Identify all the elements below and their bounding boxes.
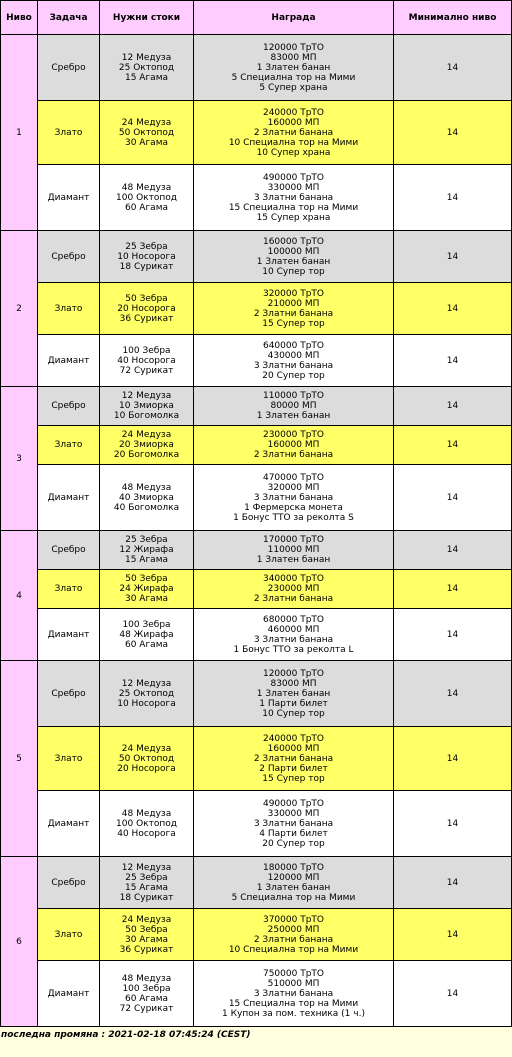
task-name-cell: Злато [38, 909, 100, 961]
min-level-cell: 14 [394, 101, 512, 165]
cell-line: 50 Зебра [125, 574, 168, 584]
table-row [1, 570, 512, 609]
level-cell: 6 [1, 857, 38, 1027]
cell-line: 10 Специална тор на Мими [228, 137, 359, 148]
cell-line: 100 Октопод [116, 818, 177, 829]
goods-cell [100, 961, 194, 1027]
cell-line: 5 Супер храна [259, 82, 328, 93]
header-task: Задача [38, 1, 100, 35]
cell-line: 1 Златен банан [256, 555, 331, 565]
cell-line: 170000 ТрТО [262, 535, 324, 545]
cell-line: 330000 МП [267, 182, 320, 193]
cell-line: 18 Сурикат [119, 261, 174, 272]
cell-line: 15 Супер храна [256, 212, 331, 223]
goods-cell [100, 335, 194, 387]
cell-line: 1 Златен банан [256, 688, 331, 699]
level-cell: 1 [1, 35, 38, 231]
cell-line: 100 Зебра [122, 983, 171, 994]
goods-cell [100, 570, 194, 609]
cell-line: 25 Зебра [125, 241, 168, 252]
min-level-cell: 14 [394, 231, 512, 283]
header-level: Ниво [1, 1, 38, 35]
min-level-cell: 14 [394, 335, 512, 387]
table-row [1, 661, 512, 727]
task-name-cell: Сребро [38, 857, 100, 909]
cell-line: 2 Златни банана [253, 934, 334, 945]
goods-cell [100, 231, 194, 283]
cell-line: 24 Медуза [121, 430, 172, 440]
cell-line: 2 Парти билет [259, 763, 328, 774]
cell-line: 50 Октопод [118, 753, 175, 764]
table-row [1, 387, 512, 426]
min-level-cell: 14 [394, 661, 512, 727]
cell-line: 2 Златни банана [253, 450, 334, 460]
goods-cell [100, 609, 194, 661]
reward-cell [194, 165, 394, 231]
cell-line: 2 Златни банана [253, 594, 334, 604]
cell-line: 1 Златен банан [256, 62, 331, 73]
table-row [1, 909, 512, 961]
cell-line: 15 Супер тор [262, 773, 325, 784]
cell-line: 48 Медуза [121, 973, 172, 984]
reward-cell [194, 231, 394, 283]
cell-line: 4 Парти билет [259, 828, 328, 839]
min-level-cell: 14 [394, 727, 512, 791]
header-reward: Награда [194, 1, 394, 35]
cell-line: 25 Зебра [125, 535, 168, 545]
cell-line: 1 Златен банан [256, 256, 331, 267]
min-level-cell: 14 [394, 609, 512, 661]
cell-line: 100 Октопод [116, 192, 177, 203]
task-name-cell: Злато [38, 727, 100, 791]
cell-line: 240000 ТрТО [262, 107, 324, 118]
cell-line: 20 Носорога [117, 763, 176, 774]
table-row [1, 609, 512, 661]
goods-cell [100, 165, 194, 231]
reward-cell [194, 465, 394, 531]
task-name-cell: Злато [38, 570, 100, 609]
reward-cell [194, 727, 394, 791]
reward-cell [194, 570, 394, 609]
cell-line: 120000 МП [267, 872, 320, 883]
cell-line: 25 Октопод [118, 62, 175, 73]
task-name-cell: Диамант [38, 335, 100, 387]
table-row [1, 35, 512, 101]
header-goods: Нужни стоки [100, 1, 194, 35]
goods-cell [100, 661, 194, 727]
cell-line: 10 Носорога [117, 698, 176, 709]
cell-line: 25 Зебра [125, 872, 168, 883]
cell-line: 160000 МП [267, 117, 320, 128]
cell-line: 36 Сурикат [119, 313, 174, 324]
goods-cell [100, 101, 194, 165]
cell-line: 250000 МП [267, 924, 320, 935]
min-level-cell: 14 [394, 909, 512, 961]
cell-line: 40 Носорога [117, 355, 176, 366]
cell-line: 12 Медуза [121, 391, 172, 401]
cell-line: 1 Купон за пом. техника (1 ч.) [222, 1008, 365, 1019]
cell-line: 460000 МП [267, 624, 320, 635]
cell-line: 320000 ТрТО [262, 288, 324, 299]
cell-line: 24 Медуза [121, 117, 172, 128]
cell-line: 2 Златни банана [253, 308, 334, 319]
cell-line: 83000 МП [270, 678, 317, 689]
reward-cell [194, 531, 394, 570]
task-name-cell: Сребро [38, 531, 100, 570]
table-row [1, 531, 512, 570]
cell-line: 490000 ТрТО [262, 798, 324, 809]
table-row [1, 961, 512, 1027]
cell-line: 100000 МП [267, 246, 320, 257]
cell-line: 510000 МП [267, 978, 320, 989]
reward-cell [194, 857, 394, 909]
cell-line: 20 Супер тор [262, 370, 325, 381]
min-level-cell: 14 [394, 531, 512, 570]
reward-cell [194, 101, 394, 165]
cell-line: 120000 ТрТО [262, 668, 324, 679]
cell-line: 640000 ТрТО [262, 340, 324, 351]
min-level-cell: 14 [394, 570, 512, 609]
cell-line: 24 Медуза [121, 914, 172, 925]
min-level-cell: 14 [394, 961, 512, 1027]
header-row [1, 1, 512, 35]
cell-line: 110000 МП [267, 545, 320, 555]
reward-cell [194, 791, 394, 857]
cell-line: 370000 ТрТО [262, 914, 324, 925]
reward-cell [194, 609, 394, 661]
reward-cell [194, 909, 394, 961]
cell-line: 10 Носорога [117, 251, 176, 262]
cell-line: 1 Фермерска монета [244, 502, 343, 513]
cell-line: 1 Златен банан [256, 882, 331, 893]
level-cell: 3 [1, 387, 38, 531]
task-name-cell: Злато [38, 426, 100, 465]
cell-line: 20 Носорога [117, 303, 176, 314]
cell-line: 15 Супер тор [262, 318, 325, 329]
last-modified: последна промяна : 2021-02-18 07:45:24 (CEST) [1, 1030, 251, 1040]
cell-line: 30 Агама [124, 137, 169, 148]
task-name-cell: Диамант [38, 165, 100, 231]
cell-line: 10 Супер храна [256, 147, 331, 158]
table-row [1, 165, 512, 231]
table-row [1, 231, 512, 283]
cell-line: 180000 ТрТО [262, 862, 324, 873]
task-name-cell: Злато [38, 101, 100, 165]
task-name-cell: Диамант [38, 465, 100, 531]
cell-line: 30 Агама [124, 594, 169, 604]
cell-line: 50 Зебра [125, 924, 168, 935]
cell-line: 340000 ТрТО [262, 574, 324, 584]
cell-line: 20 Супер тор [262, 838, 325, 849]
reward-cell [194, 426, 394, 465]
cell-line: 15 Специална тор на Мими [228, 202, 359, 213]
cell-line: 240000 ТрТО [262, 733, 324, 744]
min-level-cell: 14 [394, 465, 512, 531]
reward-cell [194, 283, 394, 335]
cell-line: 490000 ТрТО [262, 172, 324, 183]
cell-line: 100 Зебра [122, 345, 171, 356]
cell-line: 160000 МП [267, 743, 320, 754]
table-row [1, 283, 512, 335]
cell-line: 470000 ТрТО [262, 472, 324, 483]
cell-line: 3 Златни банана [253, 818, 334, 829]
cell-line: 5 Специална тор на Мими [231, 72, 356, 83]
table-row [1, 727, 512, 791]
cell-line: 20 Змиорка [119, 440, 174, 450]
cell-line: 3 Златни банана [253, 492, 334, 503]
cell-line: 25 Октопод [118, 688, 175, 699]
goods-cell [100, 465, 194, 531]
goods-cell [100, 727, 194, 791]
min-level-cell: 14 [394, 165, 512, 231]
table-body [1, 35, 512, 1027]
goods-cell [100, 909, 194, 961]
table-row [1, 101, 512, 165]
cell-line: 110000 ТрТО [262, 391, 324, 401]
cell-line: 100 Зебра [122, 619, 171, 630]
reward-cell [194, 335, 394, 387]
cell-line: 60 Агама [124, 202, 169, 213]
cell-line: 1 Парти билет [259, 698, 328, 709]
task-name-cell: Злато [38, 283, 100, 335]
cell-line: 40 Змиорка [119, 492, 174, 503]
cell-line: 15 Агама [124, 882, 169, 893]
cell-line: 3 Златни банана [253, 988, 334, 999]
level-cell: 2 [1, 231, 38, 387]
table-row [1, 335, 512, 387]
min-level-cell: 14 [394, 426, 512, 465]
goods-cell [100, 283, 194, 335]
cell-line: 24 Жирафа [119, 584, 174, 594]
cell-line: 2 Златни банана [253, 127, 334, 138]
cell-line: 3 Златни банана [253, 360, 334, 371]
cell-line: 40 Носорога [117, 828, 176, 839]
header-min-level: Минимално ниво [394, 1, 512, 35]
cell-line: 1 Бонус ТТО за реколта S [233, 512, 354, 523]
cell-line: 30 Агама [124, 934, 169, 945]
task-name-cell: Диамант [38, 961, 100, 1027]
cell-line: 210000 МП [267, 298, 320, 309]
task-name-cell: Сребро [38, 231, 100, 283]
min-level-cell: 14 [394, 283, 512, 335]
cell-line: 5 Специална тор на Мими [231, 892, 356, 903]
cell-line: 3 Златни банана [253, 634, 334, 645]
cell-line: 20 Богомолка [113, 450, 180, 460]
cell-line: 50 Октопод [118, 127, 175, 138]
cell-line: 680000 ТрТО [262, 614, 324, 625]
cell-line: 72 Сурикат [119, 1003, 174, 1014]
cell-line: 72 Сурикат [119, 365, 174, 376]
cell-line: 80000 МП [270, 401, 317, 411]
min-level-cell: 14 [394, 387, 512, 426]
reward-cell [194, 387, 394, 426]
table-row [1, 857, 512, 909]
cell-line: 83000 МП [270, 52, 317, 63]
level-cell: 5 [1, 661, 38, 857]
cell-line: 12 Медуза [121, 862, 172, 873]
cell-line: 12 Жирафа [119, 545, 174, 555]
min-level-cell: 14 [394, 35, 512, 101]
cell-line: 50 Зебра [125, 293, 168, 304]
goods-cell [100, 791, 194, 857]
task-name-cell: Сребро [38, 661, 100, 727]
cell-line: 10 Богомолка [113, 411, 180, 421]
task-name-cell: Диамант [38, 791, 100, 857]
cell-line: 15 Агама [124, 555, 169, 565]
cell-line: 36 Сурикат [119, 944, 174, 955]
table-row [1, 465, 512, 531]
reward-cell [194, 35, 394, 101]
level-cell: 4 [1, 531, 38, 661]
cell-line: 24 Медуза [121, 743, 172, 754]
cell-line: 160000 МП [267, 440, 320, 450]
cell-line: 10 Змиорка [119, 401, 174, 411]
cell-line: 12 Медуза [121, 52, 172, 63]
cell-line: 330000 МП [267, 808, 320, 819]
cell-line: 48 Медуза [121, 482, 172, 493]
cell-line: 750000 ТрТО [262, 968, 324, 979]
reward-cell [194, 661, 394, 727]
cell-line: 230000 ТрТО [262, 430, 324, 440]
cell-line: 48 Жирафа [119, 629, 174, 640]
cell-line: 40 Богомолка [113, 502, 180, 513]
goods-cell [100, 531, 194, 570]
cell-line: 430000 МП [267, 350, 320, 361]
cell-line: 1 Бонус ТТО за реколта L [233, 644, 354, 655]
task-name-cell: Сребро [38, 35, 100, 101]
min-level-cell: 14 [394, 791, 512, 857]
goods-cell [100, 857, 194, 909]
cell-line: 160000 ТрТО [262, 236, 324, 247]
goods-cell [100, 426, 194, 465]
cell-line: 320000 МП [267, 482, 320, 493]
table-row [1, 426, 512, 465]
task-name-cell: Сребро [38, 387, 100, 426]
cell-line: 18 Сурикат [119, 892, 174, 903]
cell-line: 120000 ТрТО [262, 42, 324, 53]
cell-line: 230000 МП [267, 584, 320, 594]
cell-line: 2 Златни банана [253, 753, 334, 764]
cell-line: 12 Медуза [121, 678, 172, 689]
task-name-cell: Диамант [38, 609, 100, 661]
cell-line: 3 Златни банана [253, 192, 334, 203]
cell-line: 48 Медуза [121, 182, 172, 193]
goods-cell [100, 35, 194, 101]
cell-line: 10 Специална тор на Мими [228, 944, 359, 955]
cell-line: 15 Агама [124, 72, 169, 83]
cell-line: 1 Златен банан [256, 411, 331, 421]
reward-cell [194, 961, 394, 1027]
cell-line: 60 Агама [124, 993, 169, 1004]
cell-line: 10 Супер тор [262, 266, 325, 277]
table-row [1, 791, 512, 857]
cell-line: 10 Супер тор [262, 708, 325, 719]
min-level-cell: 14 [394, 857, 512, 909]
cell-line: 48 Медуза [121, 808, 172, 819]
goods-cell [100, 387, 194, 426]
cell-line: 60 Агама [124, 639, 169, 650]
cell-line: 15 Специална тор на Мими [228, 998, 359, 1009]
